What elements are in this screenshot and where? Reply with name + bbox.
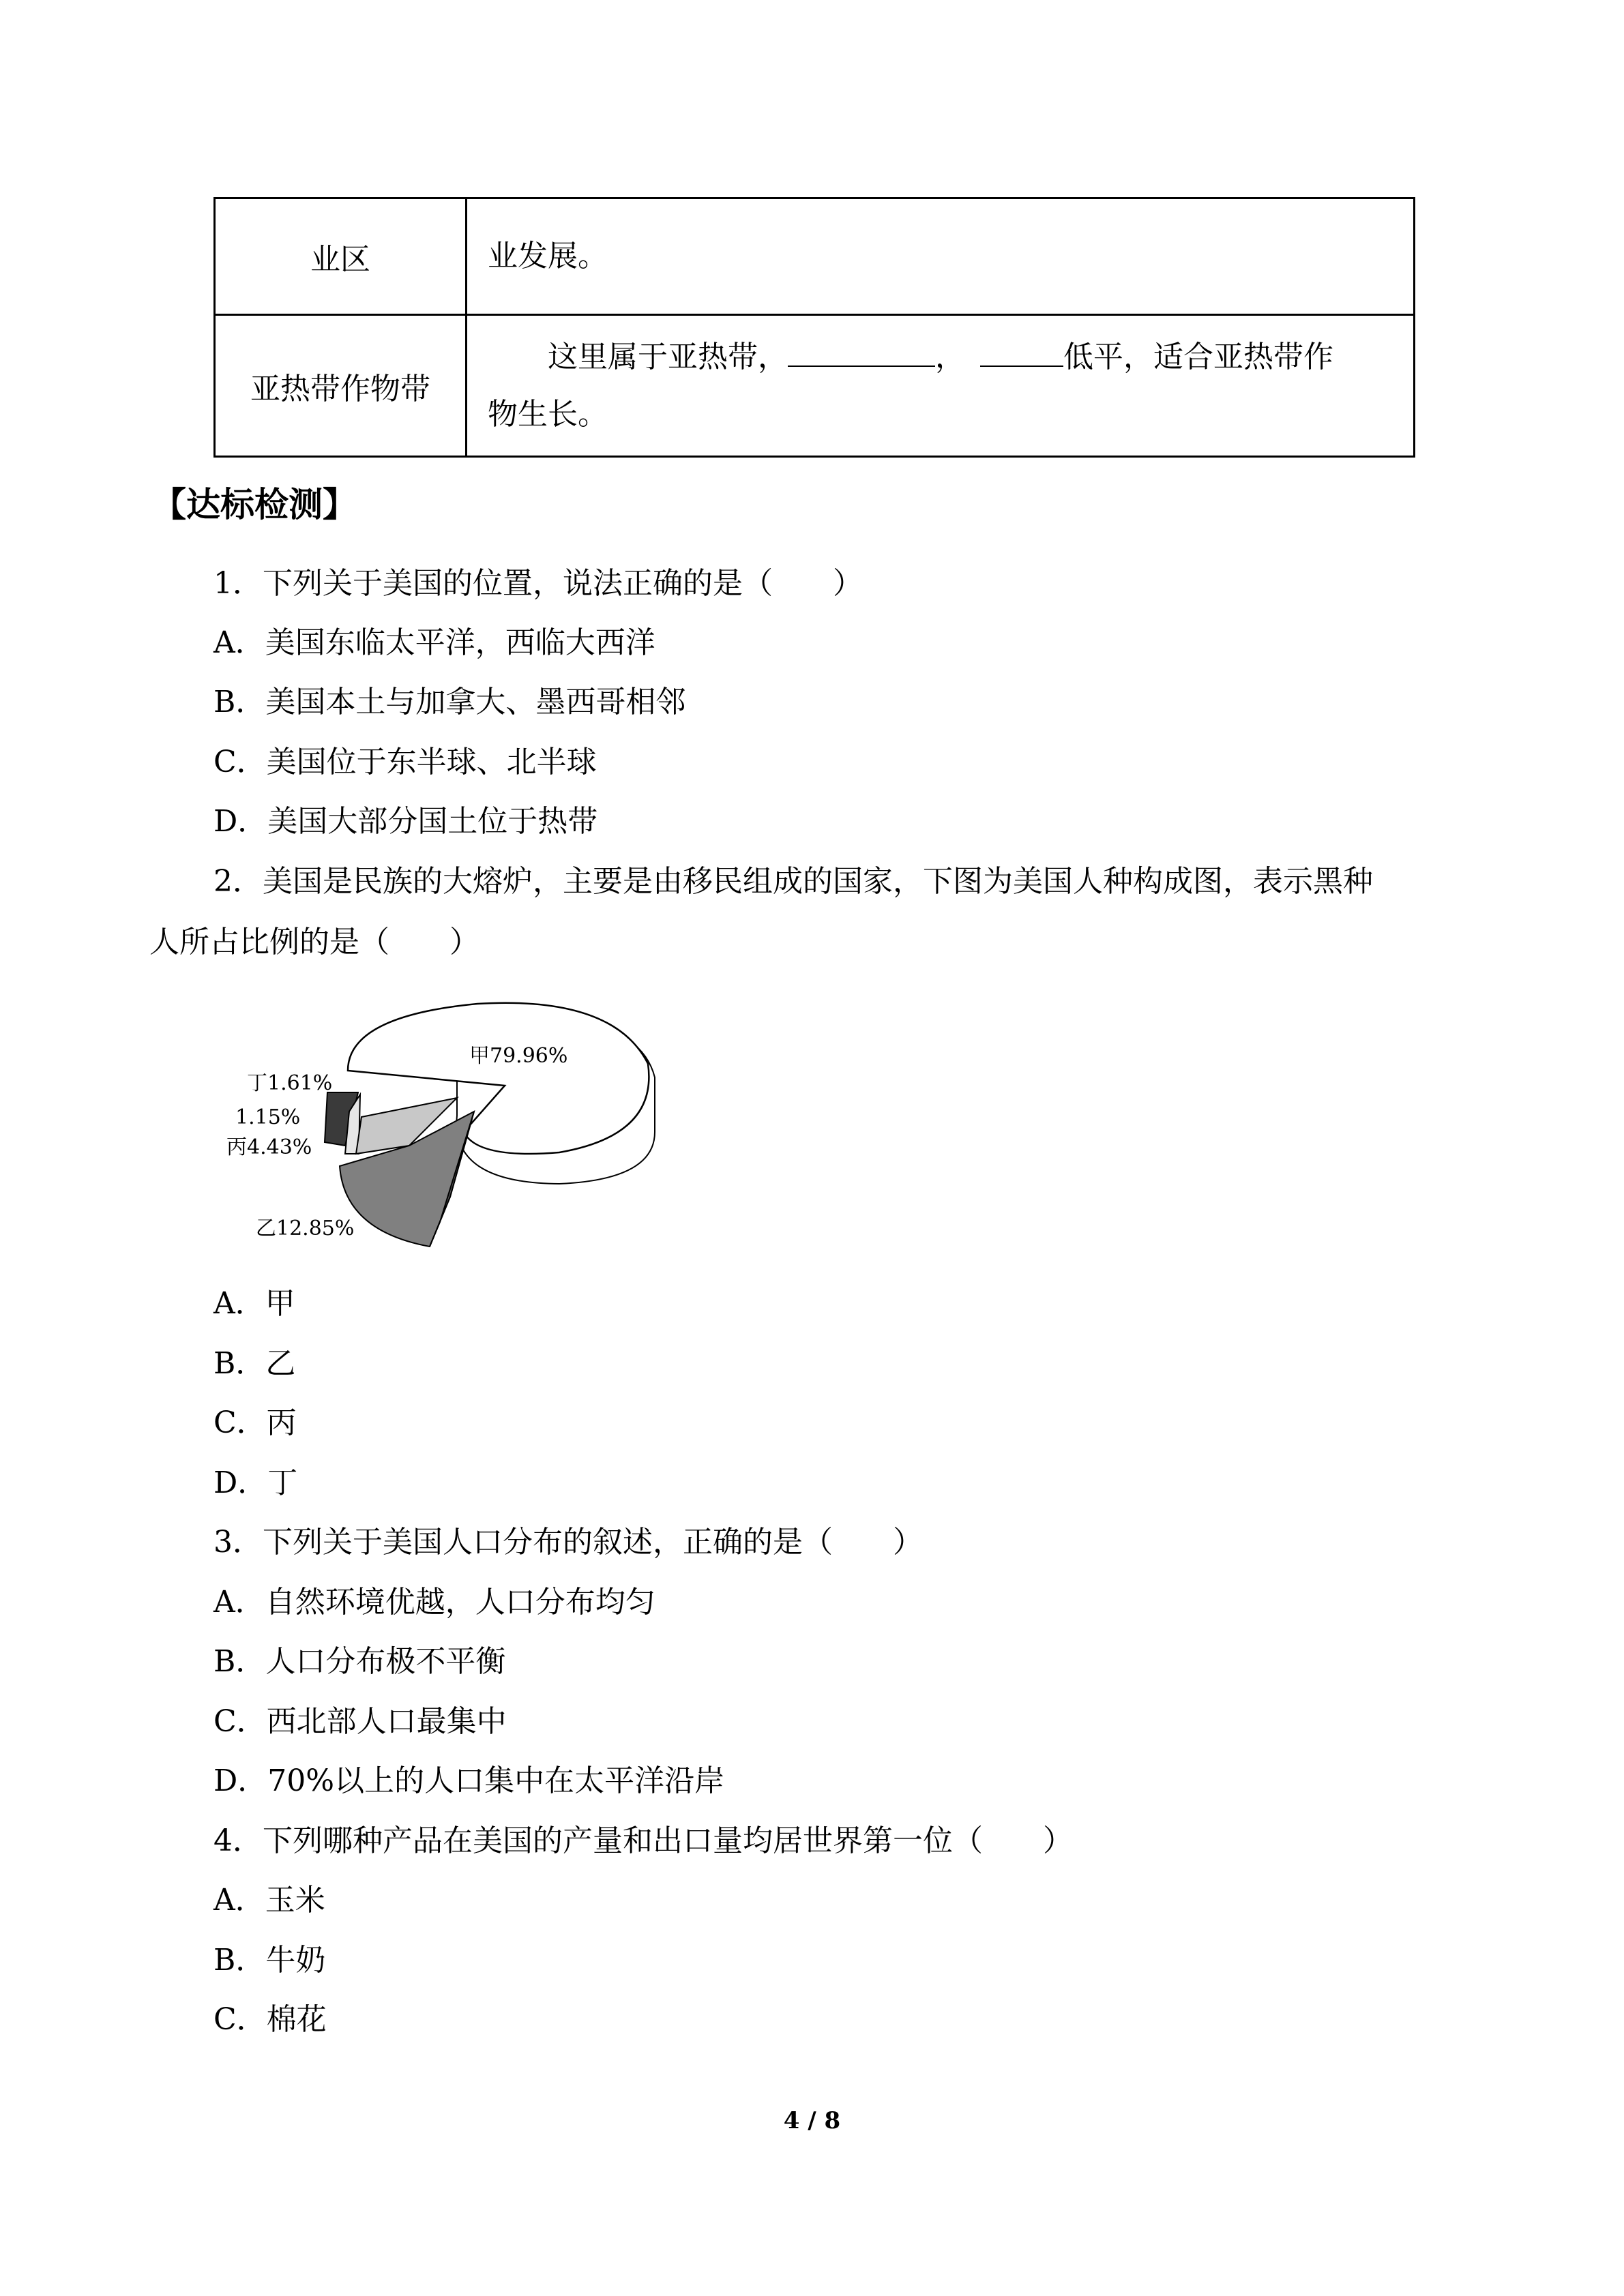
zone-name-cell: 亚热带作物带 xyxy=(215,315,467,457)
question-stem: 4．下列哪种产品在美国的产量和出口量均居世界第一位（ ） xyxy=(213,1823,1073,1858)
fill-blank[interactable] xyxy=(980,331,1063,367)
option-text: C．棉花 xyxy=(213,2002,327,2037)
option-text: C．丙 xyxy=(213,1405,297,1440)
option-text: B．乙 xyxy=(213,1346,296,1381)
option-text: A．甲 xyxy=(213,1286,295,1321)
table-row xyxy=(215,198,1415,315)
option-text: D．美国大部分国土位于热带 xyxy=(213,804,598,839)
option-text: D．丁 xyxy=(213,1465,298,1500)
zone-description-cell xyxy=(467,315,1415,457)
zone-description-cell: 业发展。 xyxy=(467,198,1415,315)
option-text: C．美国位于东半球、北半球 xyxy=(213,745,597,779)
table-row xyxy=(215,315,1415,457)
option-text: D．70%以上的人口集中在太平洋沿岸 xyxy=(213,1763,725,1798)
race-composition-pie-chart xyxy=(205,975,668,1262)
pie-label-bing: 丙4.43% xyxy=(226,1135,312,1159)
fill-blank[interactable] xyxy=(788,331,935,367)
option-text: B．牛奶 xyxy=(213,1943,326,1978)
question-stem-continued: 人所占比例的是（ ） xyxy=(149,925,479,959)
description-text: 这里属于亚热带， xyxy=(548,339,788,374)
question-stem: 1．下列关于美国的位置，说法正确的是（ ） xyxy=(213,566,863,601)
question-stem: 3．下列关于美国人口分布的叙述，正确的是（ ） xyxy=(213,1525,923,1560)
pie-label-ding: 丁1.61% xyxy=(247,1071,333,1095)
description-text: ， xyxy=(935,339,965,374)
option-text: B．人口分布极不平衡 xyxy=(213,1644,506,1679)
pie-label-yi: 乙12.85% xyxy=(256,1217,355,1240)
option-text: B．美国本土与加拿大、墨西哥相邻 xyxy=(213,685,686,719)
option-text: C．西北部人口最集中 xyxy=(213,1704,507,1739)
zone-name-cell: 业区 xyxy=(215,198,467,315)
section-title: 【达标检测】 xyxy=(152,485,357,524)
option-text: A．自然环境优越，人口分布均匀 xyxy=(213,1585,655,1620)
option-text: A．美国东临太平洋，西临大西洋 xyxy=(213,625,655,660)
question-stem: 2．美国是民族的大熔炉，主要是由移民组成的国家，下图为美国人种构成图，表示黑种 xyxy=(213,864,1373,899)
pie-label-1-15: 1.15% xyxy=(235,1105,301,1129)
description-text: 物生长。 xyxy=(488,396,608,432)
agriculture-zone-table xyxy=(213,197,1415,458)
pie-label-jia: 甲79.96% xyxy=(469,1044,568,1068)
description-text: 低平，适合亚热带作 xyxy=(1063,339,1333,374)
option-text: A．玉米 xyxy=(213,1883,325,1918)
page-number: 4 / 8 xyxy=(783,2107,841,2134)
